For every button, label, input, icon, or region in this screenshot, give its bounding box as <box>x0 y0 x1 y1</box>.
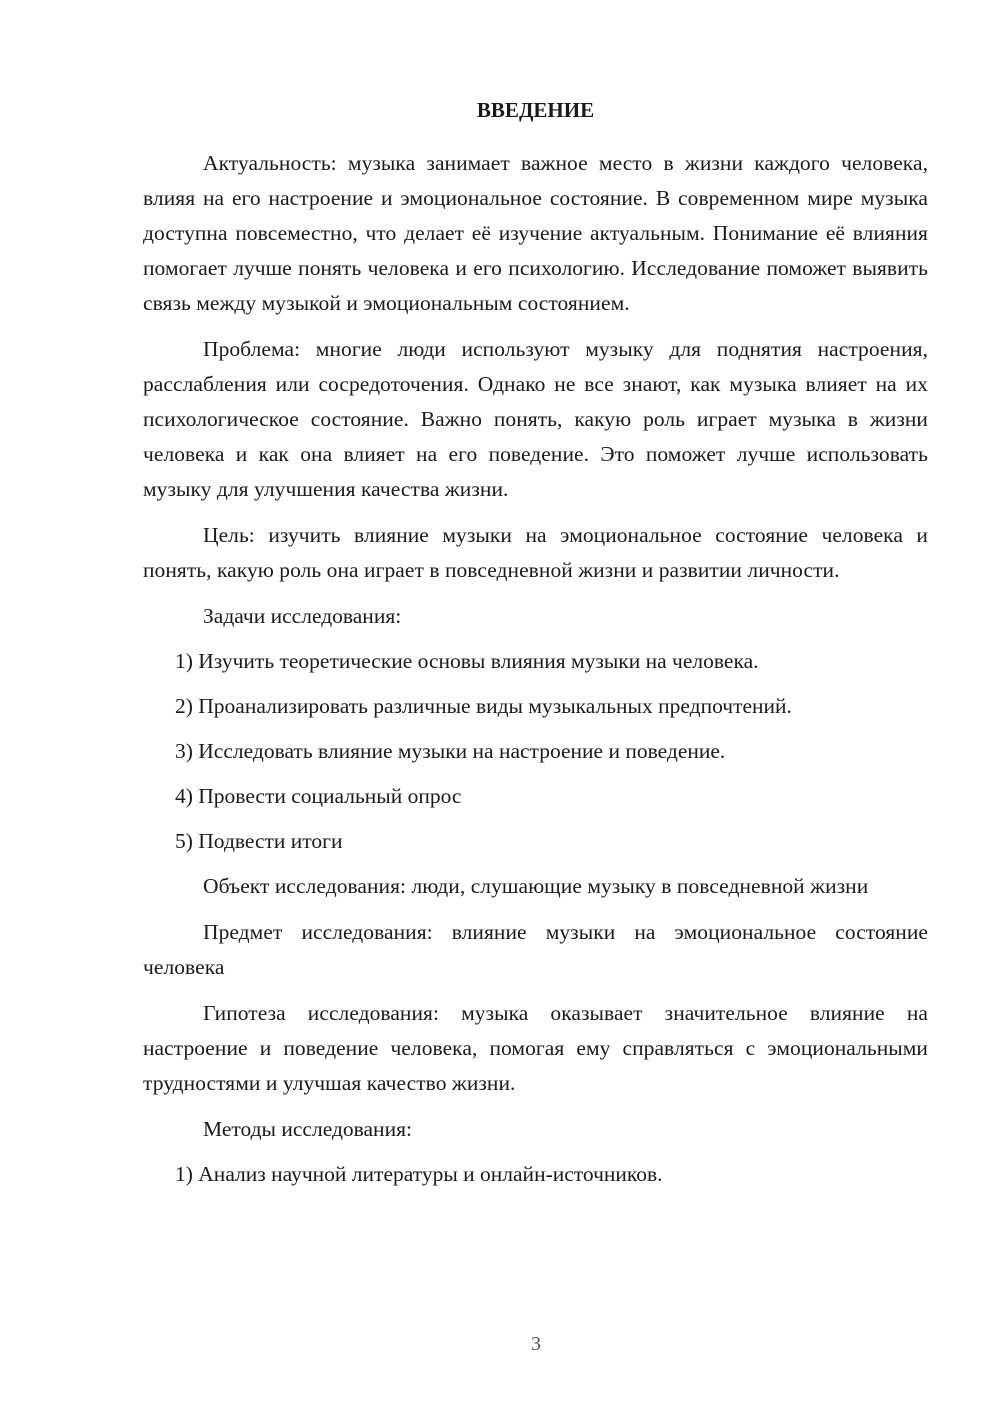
relevance-paragraph: Актуальность: музыка занимает важное место в жизни каждого человека, влияя на его настроение и эмоциональное состояние. В современном мире музыка доступна повсеместно, что делает её изучение актуальным. Понимание её влияния помогает лучше понять человека и его психологию. Исследование поможет выявить связь между музыкой и эмоциональным состоянием. <box>143 151 928 315</box>
list-item: 4) Провести социальный опрос <box>175 784 462 808</box>
list-item: 3) Исследовать влияние музыки на настроение и поведение. <box>175 739 726 763</box>
list-item: 1) Анализ научной литературы и онлайн-источников. <box>175 1162 663 1186</box>
page-number: 3 <box>531 1333 541 1355</box>
subject-paragraph: Предмет исследования: влияние музыки на эмоциональное состояние человека <box>143 920 928 979</box>
list-item: 5) Подвести итоги <box>175 829 343 853</box>
goal-paragraph: Цель: изучить влияние музыки на эмоциональное состояние человека и понять, какую роль она играет в повседневной жизни и развитии личности. <box>143 523 928 582</box>
document-body <box>143 93 928 1202</box>
list-item: 1) Изучить теоретические основы влияния музыки на человека. <box>175 649 759 673</box>
hypothesis-paragraph: Гипотеза исследования: музыка оказывает значительное влияние на настроение и поведение человека, помогая ему справляться с эмоциональными трудностями и улучшая качество жизни. <box>143 1001 928 1095</box>
page-title: ВВЕДЕНИЕ <box>476 98 595 122</box>
methods-heading: Методы исследования: <box>203 1117 412 1141</box>
tasks-heading: Задачи исследования: <box>203 604 402 628</box>
list-item: 2) Проанализировать различные виды музыкальных предпочтений. <box>175 694 792 718</box>
object-paragraph: Объект исследования: люди, слушающие музыку в повседневной жизни <box>203 874 869 898</box>
problem-paragraph: Проблема: многие люди используют музыку для поднятия настроения, расслабления или сосредоточения. Однако не все знают, как музыка влияет на их психологическое состояние. Важно понять, какую роль играет музыка в жизни человека и как она влияет на его поведение. Это поможет лучше использовать музыку для улучшения качества жизни. <box>143 337 928 501</box>
tasks-list <box>143 644 928 859</box>
methods-list <box>143 1157 928 1192</box>
